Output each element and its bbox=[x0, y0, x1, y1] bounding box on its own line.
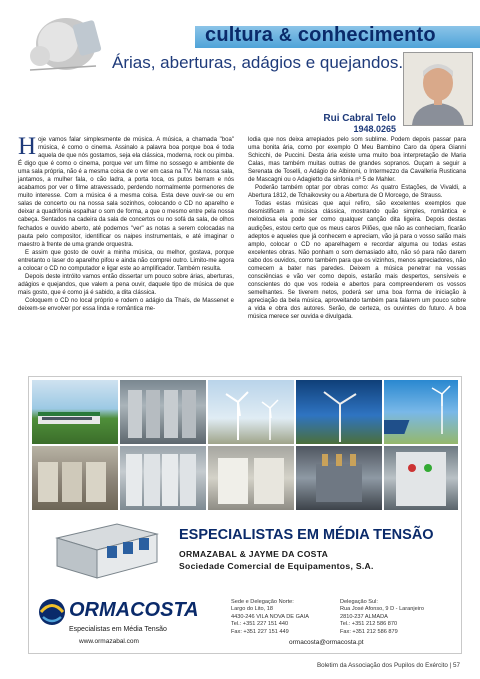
article-paragraph: lodia que nos deixa arrepiados pelo som sublime. Podem depois passar para uma bonita ária, como por exemplo O Meu Bambino Caro da ópera Gianni Schicchi, de Puccini. Desta ária existe uma muito boa interpretação de Maria Calas, mas também muitas outras de grandes sopranos. Ouçam a seguir a Serenata de Toselli, o Adágio de Albinoni, o Intermezzo da Cavalleria Rusticana de Mascagni ou o Adagietto da sinfonia nº 5 de Mahler. bbox=[248, 137, 466, 184]
head-illustration-icon bbox=[18, 14, 108, 76]
author-name: Rui Cabral Telo bbox=[323, 113, 396, 124]
address-line: 2810-237 ALMADA bbox=[340, 613, 388, 620]
section-title-word1: cultura bbox=[205, 24, 274, 46]
address-line: 4430-246 VILA NOVA DE GAIA bbox=[231, 613, 309, 620]
section-title bbox=[205, 24, 436, 47]
article-column-right bbox=[248, 136, 466, 321]
logo-wordmark: ORMACOSTA bbox=[69, 599, 199, 621]
photo-wind-turbines-icon bbox=[208, 380, 294, 444]
article-paragraph: Hoje vamos falar simplesmente de música. A música, a chamada "boa" música, é como o cinema. Assinalo a palavra boa porque boa é toda aquela de que nós gostamos, seja ela clássica, moderna, rock ou pimba. É digo que é como o cinema, porque ver um filme no sossego e ambiente de uma sala própria, não é a mesma coisa de o ver em casa na TV. Na nossa sala, jantamos, a mulher fala, o cão ladra, a porta toca, os putos berram e nós acabamos por ver o filme atravessado, perdendo normalmente pormenores de muito interesse. Com a música é a mesma coisa. Esta deve ouvir-se ou em salas de concerto ou na nossa sala sozinhos, colocando o CD no aparelho e deixar a quadrifonia espalhar o som de forma, a que o mesmo entre pela nossa cabeça. Sentados na cadeira da sala de concertos ou no sofá da sala, de olhos fechados e ouvido aberto, até podemos "ver" as notas a serem colocadas na pauta pelo compositor, identificar os naipes instrumentais, e até imaginar o maestro à frente de uma grande orquestra. bbox=[18, 133, 234, 248]
article-column-left bbox=[18, 133, 234, 313]
logo-tagline: Especialistas em Média Tensão bbox=[69, 626, 167, 633]
photo-control-panel-icon bbox=[384, 446, 458, 510]
section-title-word2: conhecimento bbox=[297, 24, 436, 46]
photo-panels-icon bbox=[120, 446, 206, 510]
address-phone: Tel.: +351 227 151 440 bbox=[231, 621, 289, 628]
article-title: Árias, aberturas, adágios e quejandos. bbox=[112, 53, 404, 72]
article-paragraph: E assim que gosto de ouvir a minha música, ou melhor, gostava, porque entretanto o laser do aparelho pifou e ainda não comprei outro. Limito-me agora a colocar o CD no computador e ligar este ao amplificador. Também resulta. bbox=[18, 249, 234, 272]
page-footer: Boletim da Associação dos Pupilos do Exército | 57 bbox=[316, 662, 460, 669]
address-fax: Fax: +351 212 586 879 bbox=[340, 628, 398, 635]
photo-substation-icon bbox=[120, 380, 206, 444]
advertisement bbox=[28, 376, 462, 654]
address-phone: Tel.: +351 212 586 870 bbox=[340, 621, 398, 628]
author-photo bbox=[403, 52, 473, 126]
ad-society-name: Sociedade Comercial de Equipamentos, S.A. bbox=[179, 561, 374, 571]
address-heading: Sede e Delegação Norte: bbox=[231, 599, 294, 605]
article-paragraph: Depois deste intróito vamos então dissertar um pouco sobre árias, aberturas, adágios e quejandos, que valem a pena ouvir, daquele tipo de música de que mais gosto, que é como já é sabido, a dita clássica. bbox=[18, 273, 234, 296]
article-paragraph: Poderão também optar por obras como: As quatro Estações, de Vivaldi, a Abertura 1812, de Tchaikovsky ou a Abertura de O Morcego, de Strauss. bbox=[248, 185, 466, 200]
photo-wind-turbine-night-icon bbox=[296, 380, 382, 444]
address-line: Largo do Lito, 18 bbox=[231, 606, 273, 613]
photo-switchgear-room-icon bbox=[32, 446, 118, 510]
address-line: Rua José Afonso, 9 D - Laranjeiro bbox=[340, 606, 424, 613]
switchgear-unit-icon bbox=[47, 516, 165, 580]
section-title-amp: & bbox=[278, 25, 293, 45]
ad-website-link[interactable]: www.ormazabal.com bbox=[79, 638, 139, 645]
photo-solar-wind-icon bbox=[384, 380, 458, 444]
ormacosta-logo bbox=[35, 595, 199, 649]
article-paragraph: Todas estas músicas que aqui refiro, são excelentes exemplos que desmistificam a música clássica, mostrando quão simples, romântica e melodiosa ela pode ser como qualquer canção dita ligeira. Depois destas audições, estou certo que os meus caros Pilões, que não as conheciam, ficarão adeptos e aqueles que já conhecem e apreciam, vão já para o vosso salão mais amplo, colocar o CD no aparelhagem e recordar alguma ou todas estas excelentes obras. Não ponham o som demasiado alto, não só para não darem cabo dos ouvidos, como também para que os vizinhos, menos apreciadores, não comecem a bater nas paredes. Deixem a música penetrar na vossas consciências e vão ver como depois, estarão mais despertos, sensíveis e conscientes do que vos rodeia e abertos para compreenderem os vossos semelhantes. Se tiverem netos, poderá ser uma boa forma de iniciação à apreciação da bela música, aproveitando também para falarem um pouco sobre a vida e obra dos autores. Serão, de certeza, os ouvintes do futuro. A boa música merece ser ouvida e divulgada. bbox=[248, 201, 466, 321]
address-south bbox=[340, 599, 424, 636]
ad-firm-name: ORMAZABAL & JAYME DA COSTA bbox=[179, 549, 329, 559]
ad-headline: ESPECIALISTAS EM MÉDIA TENSÃO bbox=[179, 527, 434, 543]
ormacosta-globe-icon bbox=[35, 597, 69, 627]
author-portrait-icon bbox=[404, 53, 472, 125]
address-fax: Fax: +351 227 151 449 bbox=[231, 628, 289, 635]
photo-transformer-icon bbox=[296, 446, 382, 510]
ad-email-link[interactable]: ormacosta@ormacosta.pt bbox=[289, 639, 364, 646]
drop-cap: H bbox=[18, 133, 37, 160]
photo-train-icon bbox=[32, 380, 118, 444]
author-number: 1948.0265 bbox=[353, 124, 396, 134]
article-paragraph: Coloquem o CD no local próprio e rodem o adágio da Thaís, de Massenet e deixem-se envolver por essa linda e romântica me- bbox=[18, 297, 234, 312]
address-north bbox=[231, 599, 309, 636]
address-heading: Delegação Sul: bbox=[340, 599, 378, 605]
photo-cabinets-icon bbox=[208, 446, 294, 510]
